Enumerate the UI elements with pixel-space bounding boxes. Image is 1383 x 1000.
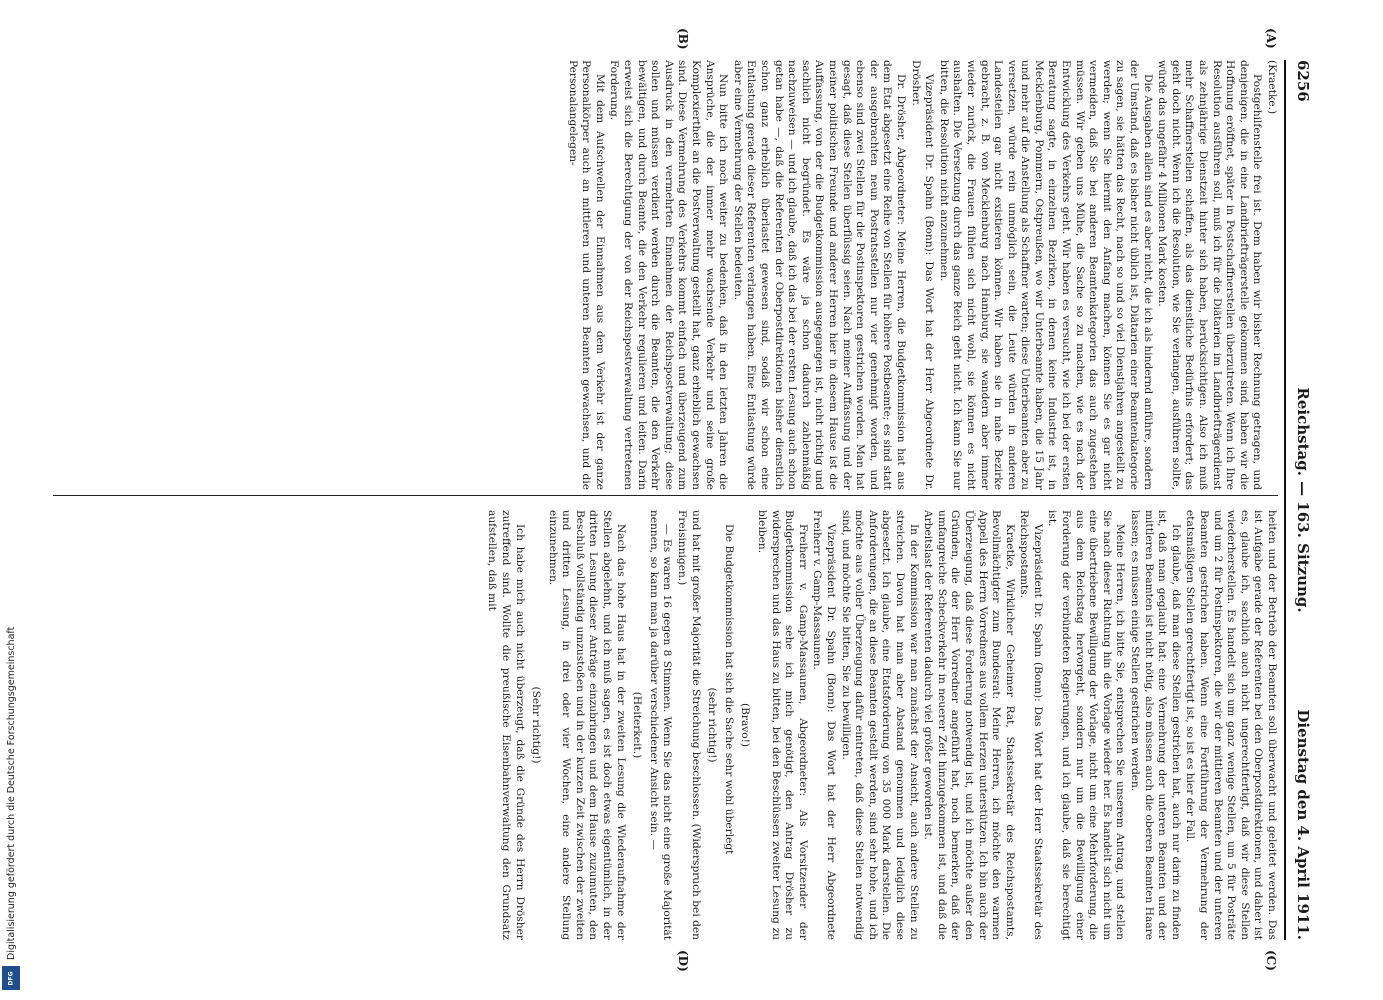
paragraph: Ich glaube, daß man diese Stellen gestrichen hat, auch nur darin zu finden ist, daß man geglaubt hat: eine Vermehrung der unteren Beamten und der mittleren Beamten ist nicht nötig, also müssen auch die oberen Beamten Haare lassen; es müssen einige Stellen gestrichen werden.	[1129, 510, 1182, 940]
credit-text: Digitalisierung gefördert durch die Deutsche Forschungsgemeinschaft	[6, 626, 17, 960]
interjection: (sehr richtig!)	[706, 687, 719, 763]
paragraph: heiten und der Betrieb der Beamten soll überwacht und geleitet werden. Das ist Aufgabe gerade der Referenten bei den Oberpostdirektionen, und daher ist es, glaube ich, sachlich auch nicht ungerechtfertigt, daß wir diese Stellen wiederherstellen. Es handelt sich um ganz wenige Stellen, um 5 für Posträte und um 2 für Postinspektoren, die wir der mittleren Beamten und der unteren Beamten gestrichen haben. Wenn eine Fortführung der Vermehrung der etatsmäßigen Stellen gerechtfertigt ist, so ist es hier der Fall.	[1184, 510, 1278, 940]
page-number: 6256	[1294, 60, 1312, 102]
right-column	[58, 510, 1278, 940]
interjection: (Bravo!)	[739, 702, 752, 748]
paragraph: Die Ausgaben allein sind es aber nicht, die ich als hindernd anführe, sondern der Umstand, daß es bisher nicht üblich ist, Diätarien einer Beamtenkategorie zu sagen, sie hätten das Recht, nach so und so viel Dienstjahren angestellt zu werden; wenn Sie hiermit den Anfang machen, können Sie es gar nicht vermeiden, daß Sie bei anderen Beamtenkategorien das auch zugestehen müssen. Wir geben uns Mühe, die Sache so zu machen, wie es nach der Entwicklung des Verkehrs geht. Wir haben es versucht, wie ich bei der ersten Beratung sagte, in einzelnen Bezirken, in denen keine Industrie ist, in Mecklenburg, Pommern, Ostpreußen, wo wir Unterbeamte haben, die 15 Jahr und mehr auf die Anstellung als Schaffner warten; diese Unterbeamten aber zu versetzen, würde rein unmöglich sein, die Leute würden in anderen Landesteilen gar nicht existieren können. Wir haben sie in nahe Bezirke gebracht, z. B. von Mecklenburg nach Hamburg, sie wandern aber immer wieder zurück, die Frauen fühlen sich nicht wohl, sie können es nicht aushalten. Die Versetzung durch das ganze Reich geht nicht. Ich kann Sie nur bitten, die Resolution nicht anzunehmen.	[937, 60, 1154, 490]
paragraph: Kraetke, Wirklicher Geheimer Rat, Staatssekretär des Reichspostamts, Bevollmächtigter zum Bundesrat: Meine Herren, ich möchte den warmen Appell des Herrn Vorredners aus vollem Herzen unterstützen. Ich bin auch der Überzeugung, daß diese Forderung notwendig ist, und ich möchte außer den Gründen, die der Herr Vorredner angeführt hat, noch bemerken, daß der umfangreiche Scheckverkehr in neuerer Zeit hinzugekommen ist, und daß die Arbeitslast der Referenten dadurch viel größer geworden ist.	[922, 510, 1016, 940]
column-divider	[53, 495, 1278, 496]
digitization-credit	[4, 600, 18, 960]
paragraph: Mit dem Aufschwellen der Einnahmen aus dem Verkehr ist der ganze Personalkörper auch an mittleren und unteren Beamten gewachsen, und die Personalangelegen-	[566, 60, 606, 490]
speaker-note: (Kraetke.)	[1266, 60, 1278, 115]
paragraph: Nach das hohe Haus hat in der zweiten Lesung die Wiederaufnahme der Stellen abgelehnt, und ich muß sagen, es ist doch etwas eigentümlich, in der dritten Lesung dieser Anträge einzubringen und dem Hause zuzumuten, den Beschluß vollständig umzustoßen und in der kurzen Zeit zwischen der zweiten und dritten Lesung, in drei oder vier Wochen, eine andere Stellung einzunehmen.	[546, 510, 627, 940]
margin-marker-d: (D)	[676, 950, 690, 972]
margin-marker-b: (B)	[676, 28, 690, 50]
paragraph: Vizepräsident Dr. Spahn (Bonn): Das Wort hat der Herr Staatssekretär des Reichspostamts.	[1018, 510, 1044, 940]
paragraph: Meine Herren, ich bitte Sie, entsprechen Sie unserem Antrag, und stellen Sie nach dieser Richtung hin die Vorlage wieder her. Es handelt sich nicht um eine übertriebene Bewilligung der Vorlage, nicht um eine Mehrforderung, die aus dem Reichstag hervorgeht, sondern nur um die Bewilligung einer Forderung der verbündeten Regierungen, und ich glaube, daß sie berechtigt ist.	[1046, 510, 1127, 940]
paragraph: und hat mit großer Majorität die Streichung beschlossen. (Widerspruch bei den Freisinnigen.)	[676, 510, 702, 940]
session-date: Dienstag den 4. April 1911.	[1294, 709, 1312, 940]
paragraph: In der Kommission war man zunächst der Ansicht, auch andere Stellen zu streichen. Davon hat man aber Abstand genommen und lediglich diese abgesetzt. Ich glaube, eine Etatsforderung von 35 000 Mark darstellen. Die Anforderungen, die an diese Beamten gestellt werden, sind sehr hohe, und ich möchte aus voller Überzeugung dafür eintreten, daß diese Stellen notwendig sind, und möchte Sie bitten, Sie zu bewilligen.	[839, 510, 920, 940]
paragraph: Dr. Drösher, Abgeordneter: Meine Herren, die Budgetkommission hat aus dem Etat abgesetzt eine Reihe von Stellen für höhere Postbeamte; es sind statt der ausgebrachten neun Postratsstellen nur vier genehmigt worden, und ebenso sind zwei Stellen für die Postinspektoren gestrichen worden. Man hat gesagt, daß diese Stellen überflüssig seien. Nach meiner Auffassung und der meiner politischen Freunde und anderer Herren hier in diesem Hause ist die Auffassung, von der die Budgetkommission ausgegangen ist, nicht richtig und sachlich nicht begründet. Es wäre ja schon dadurch zahlenmäßig nachzuweisen — und ich glaube, daß ich das bei der ersten Lesung auch schon getan habe —, daß die Referenten der Oberpostdirektionen bisher dienstlich schon ganz erheblich überlastet gewesen sind, sodaß wir schon eine Entlastung gerade dieser Referenten verlangen haben. Eine Entlastung würde aber eine Vermehrung der Stellen bedeuten.	[731, 60, 907, 490]
paragraph: — Es waren 16 gegen 8 Stimmen. Wenn Sie das nicht eine große Majorität nennen, so kann man ja darüber verschiedener Ansicht sein. —	[647, 510, 674, 940]
left-column	[58, 60, 1278, 490]
paragraph: Die Budgetkommission hat sich die Sache sehr wohl überlegt	[722, 524, 735, 855]
interjection: (Heiterkeit.)	[631, 691, 644, 759]
paragraph: Vizepräsident Dr. Spahn (Bonn): Das Wort hat der Herr Abgeordnete Dr. Drösher.	[909, 60, 936, 490]
dfg-logo: DFG	[2, 966, 20, 990]
margin-marker-a: (A)	[1264, 28, 1278, 49]
interjection: (Sehr richtig!)	[530, 686, 543, 764]
session-title: Reichstag. — 163. Sitzung.	[1294, 387, 1312, 613]
paragraph: Ich habe mich auch nicht überzeugt, daß die Gründe des Herrn Drösher zutreffend sind. Wollte die preußische Eisenbahnverwaltung den Grundsatz aufstellen, daß mit	[486, 510, 526, 940]
paragraph: Vizepräsident Dr. Spahn (Bonn): Das Wort hat der Herr Abgeordnete Freiherr v. Gamp-Massaunen.	[811, 510, 837, 940]
paragraph: Postgehilfenstelle frei ist. Dem haben wir bisher Rechnung getragen, und denjenigen, die in eine Landbriefträgerstelle gekommen sind, haben wir die Hoffnung eröffnet, später in Postschaffnerstellen überzutreten. Wenn ich Ihre Resolution ausführen soll, muß ich für die Diätarien im Landbriefträgerdienst als zehnjährige Dienstzeit hinter sich haben, berücksichtigen. Also ich muß mehr Schaffnerstellen schaffen, als das dienstliche Bedürfnis erfordert; das geht doch nicht. Wenn ich die Resolution, wie Sie verlangen, ausführen sollte, würde das ungefähr 4 Millionen Mark kosten.	[1156, 60, 1264, 490]
page-header	[1284, 60, 1320, 940]
paragraph: Nun bitte ich noch weiter zu bedenken, daß in den letzten Jahren die Ansprüche, die der immer mehr wachsende Verkehr und seine große Komplexiertheit an die Postverwaltung gestellt hat, ganz erheblich gewachsen sind. Diese Vermehrung des Verkehrs kommt einfach und überzeugend zum Ausdruck in den vermehrten Einnahmen der Reichspostverwaltung; diese sollen und müssen verdient werden durch die Beamten, die den Verkehr bewältigen, und durch Beamte, die den Verkehr regulieren und leiten. Darin erweist sich die Berechtigung der von der Reichspostverwaltung vertretenen Forderung.	[608, 60, 730, 490]
margin-marker-c: (C)	[1264, 950, 1278, 971]
paragraph: Freiherr v. Gamp-Massaunen, Abgeordneter: Als Vorsitzender der Budgetkommission sehe ich mich genötigt, den Antrag Drösher zu widersprechen und das Haus zu bitten, bei den Beschlüssen zweiter Lesung zu bleiben.	[756, 510, 809, 940]
